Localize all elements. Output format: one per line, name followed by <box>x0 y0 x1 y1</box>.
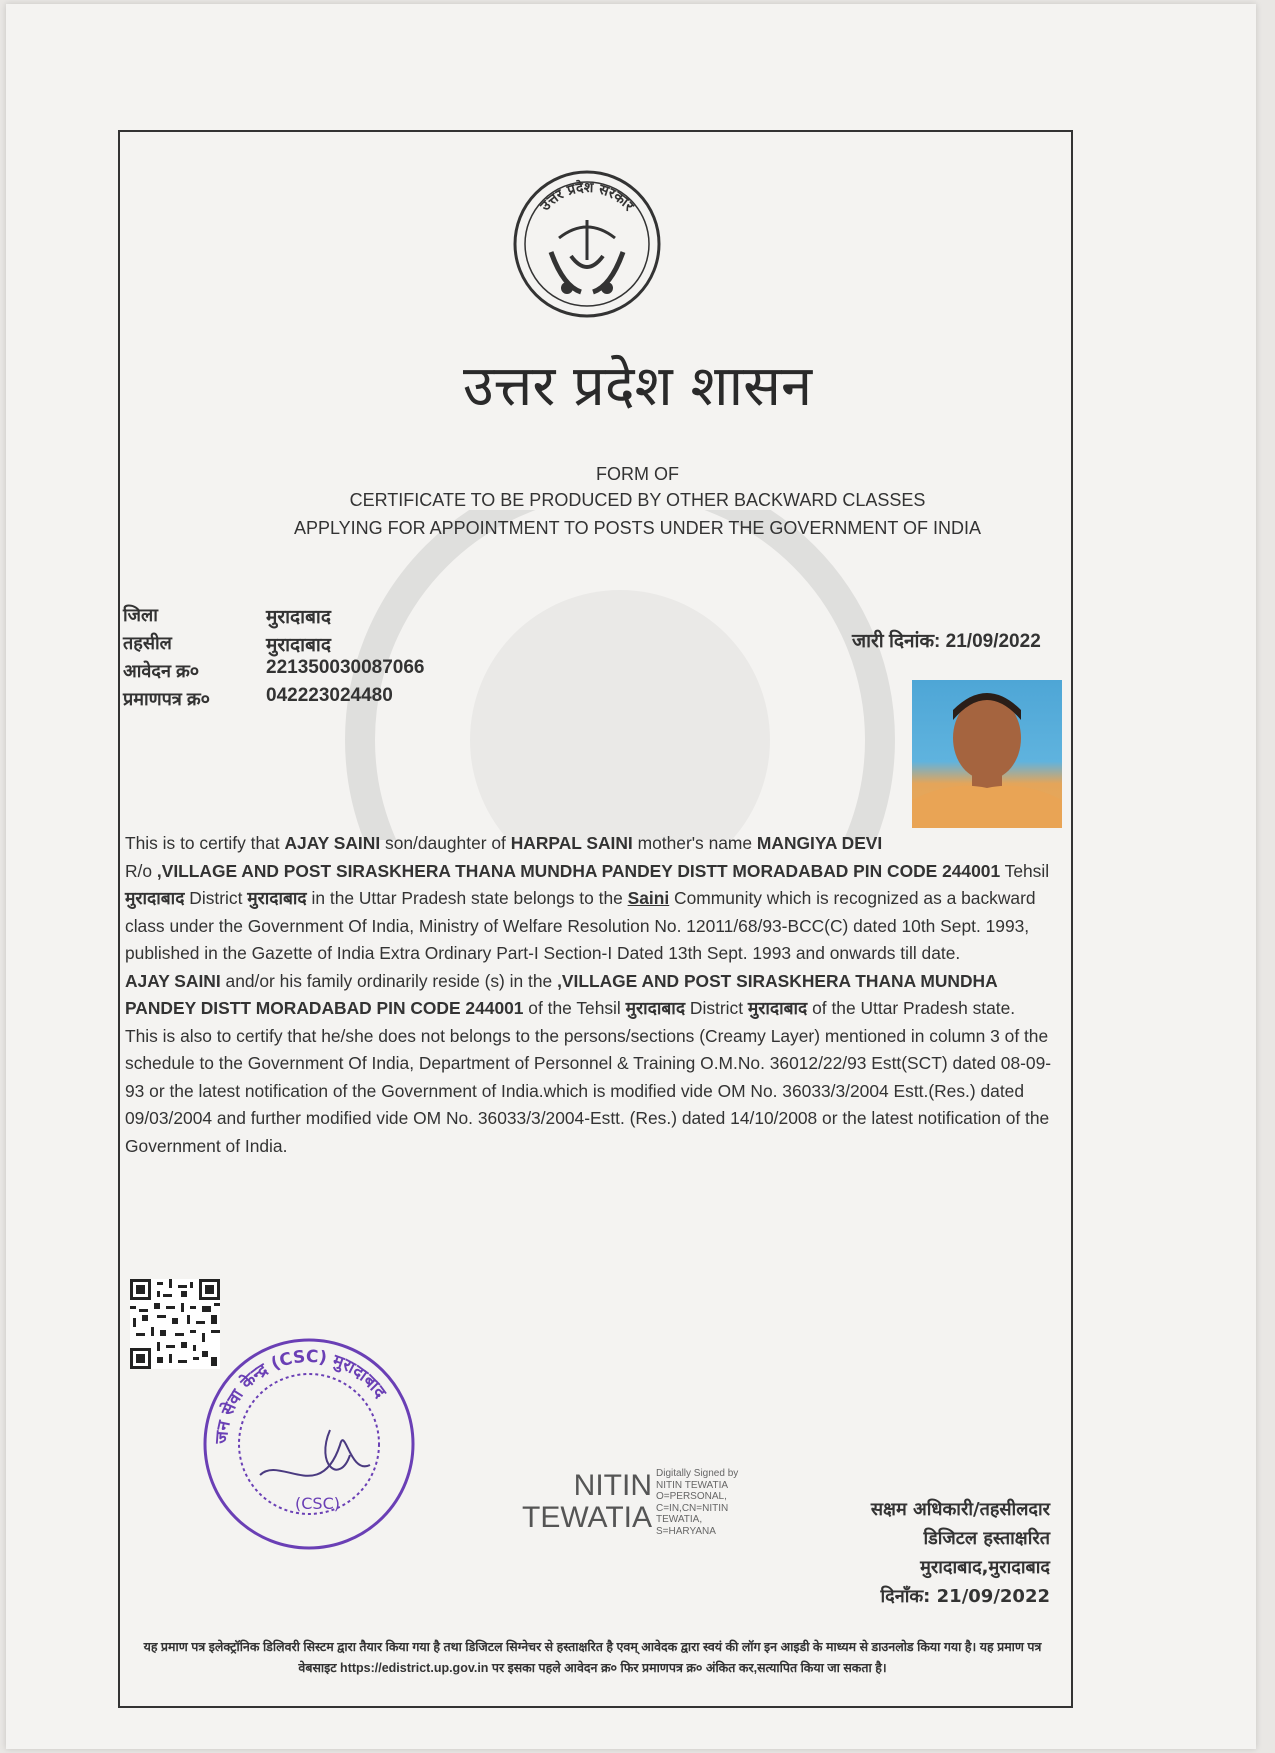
certificate-no-value: 042223024480 <box>266 685 393 706</box>
tehsil-value: मुरादाबाद <box>266 635 331 656</box>
father-name: HARPAL SAINI <box>510 833 633 853</box>
district-label: जिला <box>123 605 158 625</box>
form-of-label: FORM OF <box>596 464 679 484</box>
csc-stamp <box>200 1335 418 1553</box>
officer-signed-label: डिजिटल हस्ताक्षरित <box>923 1528 1050 1549</box>
tehsil-label: तहसील <box>123 633 172 653</box>
certificate-paragraph-3: This is also to certify that he/she does not belongs to the persons/sections (Creamy Layer) mentioned in column 3 of the schedule to the Government Of India, Department of Personnel & Training O.M.No. 36012/22/93 Estt(SCT) dated 08-09-93 or the latest notification of the Government of India.which is modified vide OM No. 36033/3/2004 Estt.(Res.) dated 09/03/2004 and further modified vide OM No. 36033/3/2004-Estt. (Res.) dated 14/10/2008 or the latest notification of the Government of India. <box>125 1025 1052 1156</box>
application-no-label: आवेदन क्र० <box>123 661 200 681</box>
stamp-outer-text: जन सेवा केन्द्र (CSC) मुरादाबाद <box>211 1346 390 1445</box>
applicant-photo <box>912 680 1062 828</box>
application-no-value: 221350030087066 <box>266 657 425 678</box>
government-title: उत्तर प्रदेश शासन <box>462 354 813 419</box>
officer-location: मुरादाबाद,मुरादाबाद <box>920 1557 1050 1578</box>
issue-date: जारी दिनांक: 21/09/2022 <box>852 631 1041 652</box>
svg-text:उत्तर प्रदेश सरकार <box>537 179 638 215</box>
applicant-name: AJAY SAINI <box>284 833 381 853</box>
svg-text:जन सेवा केन्द्र (CSC) मुरादाबा <box>212 1347 391 1446</box>
officer-designation: सक्षम अधिकारी/तहसीलदार <box>870 1499 1050 1520</box>
up-government-emblem <box>511 168 663 320</box>
officer-date: दिनाँक: 21/09/2022 <box>880 1586 1050 1607</box>
digital-signature-name: NITIN TEWATIA <box>522 1469 652 1534</box>
certificate-no-label: प्रमाणपत्र क्र० <box>123 689 211 709</box>
certificate-paragraph-2: AJAY SAINI and/or his family ordinarily reside (s) in the ,VILLAGE AND POST SIRASKHERA THANA MUNDHA PANDEY DISTT MORADABAD PIN CODE 244001 of the Tehsil मुरादाबाद District मुरादाबाद of the Uttar Pradesh state. <box>125 970 1016 1018</box>
verification-footer: यह प्रमाण पत्र इलेक्ट्रॉनिक डिलिवरी सिस्टम द्वारा तैयार किया गया है तथा डिजिटल सिग्नेचर से हस्ताक्षरित है एवम् आवेदक द्वारा स्वयं की लॉग इन आइडी के माध्यम से डाउनलोड किया गया है। यह प्रमाण पत्र वेबसाइट https://edistrict.up.gov.in पर इसका पहले आवेदन क्र० फिर प्रमाणपत्र क्र० अंकित कर,सत्यापित किया जा सकता है। <box>143 1640 1042 1675</box>
applicant-address: ,VILLAGE AND POST SIRASKHERA THANA MUNDHA PANDEY DISTT MORADABAD PIN CODE 244001 <box>156 860 1001 881</box>
community-name: Saini <box>627 888 670 908</box>
mother-name: MANGIYA DEVI <box>756 833 883 853</box>
stamp-csc-label: (CSC) <box>295 1494 340 1513</box>
issuing-officer-block <box>820 1495 1050 1611</box>
emblem-text: उत्तर प्रदेश सरकार <box>537 179 637 215</box>
certificate-subtitle-1: CERTIFICATE TO BE PRODUCED BY OTHER BACKWARD CLASSES <box>349 490 926 510</box>
certificate-body <box>125 830 1065 1160</box>
district-value: मुरादाबाद <box>266 607 331 628</box>
digital-signature-details: Digitally Signed by NITIN TEWATIA O=PERSONAL, C=IN,CN=NITIN TEWATIA, S=HARYANA <box>656 1468 739 1537</box>
certificate-paragraph-1: This is to certify that AJAY SAINI son/daughter of HARPAL SAINI mother's name MANGIYA DEVI R/o ,VILLAGE AND POST SIRASKHERA THANA MUNDHA PANDEY DISTT MORADABAD PIN CODE 244001 Tehsil मुरादाबाद District मुरादाबाद in the Uttar Pradesh state belongs to the Saini Community which is recognized as a backward class under the Government Of India, Ministry of Welfare Resolution No. 12011/68/93-BCC(C) dated 10th Sept. 1993, published in the Gazette of India Extra Ordinary Part-I Section-I Dated 13th Sept. 1993 and onwards till date. <box>125 833 1050 963</box>
certificate-subtitle-2: APPLYING FOR APPOINTMENT TO POSTS UNDER THE GOVERNMENT OF INDIA <box>293 518 982 538</box>
